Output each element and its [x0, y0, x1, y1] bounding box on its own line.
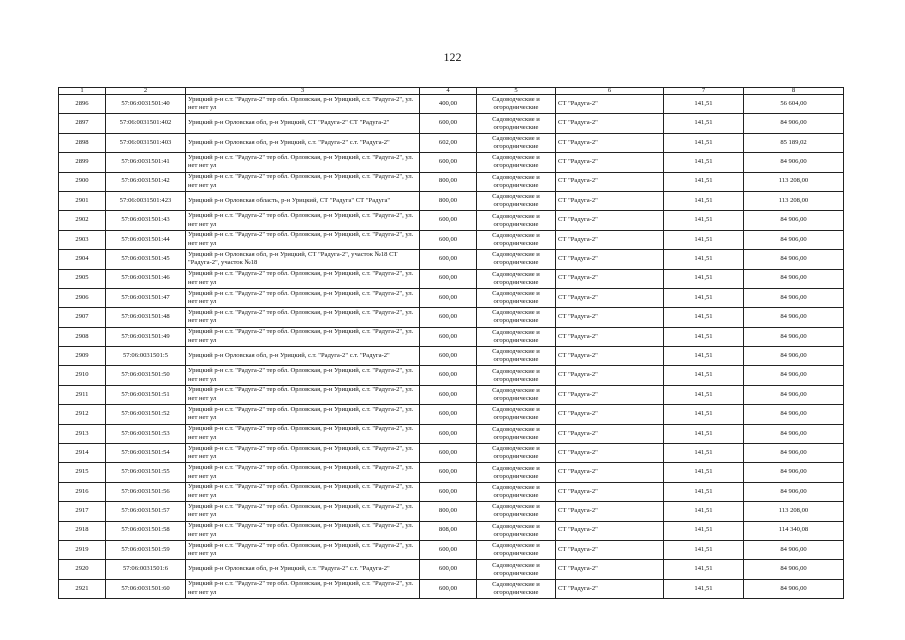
- cadastral-value-cell: 84 906,00: [744, 463, 844, 482]
- land-use-cell: Садоводческие и огороднические: [477, 444, 556, 463]
- area-cell: 600,00: [420, 579, 477, 598]
- settlement-cell: СТ "Радуга-2": [556, 444, 664, 463]
- settlement-cell: СТ "Радуга-2": [556, 579, 664, 598]
- settlement-cell: СТ "Радуга-2": [556, 560, 664, 579]
- cadastral-value-cell: 84 906,00: [744, 327, 844, 346]
- address-cell: Урицкий р-н с.т. "Радуга-2" тер обл. Орловская, р-н Урицкий, с.т. "Радуга-2", ул. нет нет ул: [186, 211, 420, 230]
- table-row: [59, 424, 844, 443]
- cadastral-value-cell: 84 906,00: [744, 482, 844, 501]
- rate-cell: 141,51: [664, 172, 744, 191]
- cadastral-number-cell: 57:06:0031501:51: [106, 385, 186, 404]
- cadastral-number-cell: 57:06:0031501:42: [106, 172, 186, 191]
- address-cell: Урицкий р-н Орловская обл, р-н Урицкий, с.т. "Радуга-2" с.т. "Радуга-2": [186, 560, 420, 579]
- table-row: [59, 308, 844, 327]
- area-cell: 600,00: [420, 347, 477, 366]
- area-cell: 600,00: [420, 424, 477, 443]
- rate-cell: 141,51: [664, 211, 744, 230]
- settlement-cell: СТ "Радуга-2": [556, 191, 664, 210]
- table-row: [59, 502, 844, 521]
- address-cell: Урицкий р-н Орловская обл, р-н Урицкий, СТ "Радуга-2" СТ "Радуга-2": [186, 114, 420, 133]
- cadastral-value-cell: 114 340,08: [744, 521, 844, 540]
- table-row: [59, 191, 844, 210]
- land-use-cell: Садоводческие и огороднические: [477, 95, 556, 114]
- area-cell: 600,00: [420, 444, 477, 463]
- settlement-cell: СТ "Радуга-2": [556, 366, 664, 385]
- land-use-cell: Садоводческие и огороднические: [477, 366, 556, 385]
- settlement-cell: СТ "Радуга-2": [556, 424, 664, 443]
- row-number-cell: 2921: [59, 579, 106, 598]
- address-cell: Урицкий р-н с.т. "Радуга-2" тер обл. Орловская, р-н Урицкий, с.т. "Радуга-2", ул. нет нет ул: [186, 444, 420, 463]
- table-row: [59, 133, 844, 152]
- table-row: [59, 366, 844, 385]
- row-number-cell: 2905: [59, 269, 106, 288]
- cadastral-number-cell: 57:06:0031501:47: [106, 288, 186, 307]
- cadastral-number-cell: 57:06:0031501:55: [106, 463, 186, 482]
- column-header: 7: [664, 88, 744, 95]
- rate-cell: 141,51: [664, 405, 744, 424]
- rate-cell: 141,51: [664, 521, 744, 540]
- cadastral-number-cell: 57:06:0031501:41: [106, 153, 186, 172]
- column-header: 6: [556, 88, 664, 95]
- area-cell: 800,00: [420, 172, 477, 191]
- cadastral-value-cell: 84 906,00: [744, 385, 844, 404]
- row-number-cell: 2909: [59, 347, 106, 366]
- area-cell: 600,00: [420, 211, 477, 230]
- row-number-cell: 2914: [59, 444, 106, 463]
- cadastral-number-cell: 57:06:0031501:60: [106, 579, 186, 598]
- rate-cell: 141,51: [664, 133, 744, 152]
- cadastral-value-cell: 84 906,00: [744, 288, 844, 307]
- row-number-cell: 2899: [59, 153, 106, 172]
- table-row: [59, 211, 844, 230]
- address-cell: Урицкий р-н Орловская область, р-н Урицкий, СТ "Радуга" СТ "Радуга": [186, 191, 420, 210]
- rate-cell: 141,51: [664, 540, 744, 559]
- cadastral-number-cell: 57:06:0031501:6: [106, 560, 186, 579]
- cadastral-value-cell: 84 906,00: [744, 308, 844, 327]
- area-cell: 600,00: [420, 366, 477, 385]
- settlement-cell: СТ "Радуга-2": [556, 153, 664, 172]
- address-cell: Урицкий р-н с.т. "Радуга-2" тер обл. Орловская, р-н Урицкий, с.т. "Радуга-2", ул. нет нет ул: [186, 95, 420, 114]
- rate-cell: 141,51: [664, 463, 744, 482]
- cadastral-number-cell: 57:06:0031501:43: [106, 211, 186, 230]
- cadastral-number-cell: 57:06:0031501:52: [106, 405, 186, 424]
- cadastral-number-cell: 57:06:0031501:403: [106, 133, 186, 152]
- row-number-cell: 2897: [59, 114, 106, 133]
- rate-cell: 141,51: [664, 308, 744, 327]
- row-number-cell: 2918: [59, 521, 106, 540]
- table-row: [59, 385, 844, 404]
- table-row: [59, 560, 844, 579]
- settlement-cell: СТ "Радуга-2": [556, 230, 664, 249]
- row-number-cell: 2896: [59, 95, 106, 114]
- cadastral-number-cell: 57:06:0031501:49: [106, 327, 186, 346]
- cadastral-value-cell: 113 208,00: [744, 502, 844, 521]
- table-row: [59, 95, 844, 114]
- row-number-cell: 2920: [59, 560, 106, 579]
- row-number-cell: 2901: [59, 191, 106, 210]
- settlement-cell: СТ "Радуга-2": [556, 211, 664, 230]
- area-cell: 600,00: [420, 114, 477, 133]
- land-use-cell: Садоводческие и огороднические: [477, 308, 556, 327]
- column-header: 3: [186, 88, 420, 95]
- address-cell: Урицкий р-н с.т. "Радуга-2" тер обл. Орловская, р-н Урицкий, с.т. "Радуга-2", ул. нет нет ул: [186, 308, 420, 327]
- settlement-cell: СТ "Радуга-2": [556, 172, 664, 191]
- table-row: [59, 114, 844, 133]
- address-cell: Урицкий р-н Орловская обл, р-н Урицкий, с.т. "Радуга-2" с.т. "Радуга-2": [186, 133, 420, 152]
- rate-cell: 141,51: [664, 250, 744, 269]
- cadastral-value-cell: 84 906,00: [744, 560, 844, 579]
- address-cell: Урицкий р-н с.т. "Радуга-2" тер обл. Орловская, р-н Урицкий, с.т. "Радуга-2", ул. нет нет ул: [186, 230, 420, 249]
- cadastral-number-cell: 57:06:0031501:48: [106, 308, 186, 327]
- table-row: [59, 230, 844, 249]
- rate-cell: 141,51: [664, 95, 744, 114]
- table-row: [59, 250, 844, 269]
- cadastral-value-cell: 84 906,00: [744, 230, 844, 249]
- land-use-cell: Садоводческие и огороднические: [477, 133, 556, 152]
- table-row: [59, 347, 844, 366]
- rate-cell: 141,51: [664, 560, 744, 579]
- rate-cell: 141,51: [664, 191, 744, 210]
- settlement-cell: СТ "Радуга-2": [556, 540, 664, 559]
- address-cell: Урицкий р-н с.т. "Радуга-2" тер обл. Орловская, р-н Урицкий, с.т. "Радуга-2", ул. нет нет ул: [186, 502, 420, 521]
- settlement-cell: СТ "Радуга-2": [556, 385, 664, 404]
- cadastral-value-cell: 113 208,00: [744, 191, 844, 210]
- cadastral-value-cell: 84 906,00: [744, 540, 844, 559]
- table-row: [59, 444, 844, 463]
- land-use-cell: Садоводческие и огороднические: [477, 385, 556, 404]
- cadastral-value-cell: 84 906,00: [744, 579, 844, 598]
- cadastral-number-cell: 57:06:0031501:54: [106, 444, 186, 463]
- address-cell: Урицкий р-н Орловская обл, р-н Урицкий, СТ "Радуга-2", участок №18 СТ "Радуга-2", участок №18: [186, 250, 420, 269]
- cadastral-number-cell: 57:06:0031501:57: [106, 502, 186, 521]
- cadastral-number-cell: 57:06:0031501:50: [106, 366, 186, 385]
- cadastral-number-cell: 57:06:0031501:56: [106, 482, 186, 501]
- row-number-cell: 2911: [59, 385, 106, 404]
- column-header: 4: [420, 88, 477, 95]
- row-number-cell: 2917: [59, 502, 106, 521]
- row-number-cell: 2904: [59, 250, 106, 269]
- settlement-cell: СТ "Радуга-2": [556, 269, 664, 288]
- rate-cell: 141,51: [664, 385, 744, 404]
- area-cell: 600,00: [420, 560, 477, 579]
- area-cell: 800,00: [420, 191, 477, 210]
- address-cell: Урицкий р-н с.т. "Радуга-2" тер обл. Орловская, р-н Урицкий, с.т. "Радуга-2", ул. нет нет ул: [186, 579, 420, 598]
- row-number-cell: 2900: [59, 172, 106, 191]
- cadastral-value-cell: 84 906,00: [744, 153, 844, 172]
- land-registry-table: [58, 87, 844, 599]
- settlement-cell: СТ "Радуга-2": [556, 288, 664, 307]
- land-use-cell: Садоводческие и огороднические: [477, 521, 556, 540]
- area-cell: 602,00: [420, 133, 477, 152]
- area-cell: 808,00: [420, 521, 477, 540]
- table-row: [59, 540, 844, 559]
- settlement-cell: СТ "Радуга-2": [556, 327, 664, 346]
- settlement-cell: СТ "Радуга-2": [556, 347, 664, 366]
- table-row: [59, 579, 844, 598]
- address-cell: Урицкий р-н с.т. "Радуга-2" тер обл. Орловская, р-н Урицкий, с.т. "Радуга-2", ул. нет нет ул: [186, 405, 420, 424]
- rate-cell: 141,51: [664, 327, 744, 346]
- rate-cell: 141,51: [664, 424, 744, 443]
- cadastral-number-cell: 57:06:0031501:59: [106, 540, 186, 559]
- cadastral-value-cell: 85 189,02: [744, 133, 844, 152]
- cadastral-value-cell: 84 906,00: [744, 211, 844, 230]
- land-use-cell: Садоводческие и огороднические: [477, 230, 556, 249]
- cadastral-value-cell: 56 604,00: [744, 95, 844, 114]
- cadastral-number-cell: 57:06:0031501:402: [106, 114, 186, 133]
- land-use-cell: Садоводческие и огороднические: [477, 211, 556, 230]
- table-row: [59, 153, 844, 172]
- land-use-cell: Садоводческие и огороднические: [477, 114, 556, 133]
- column-header: 2: [106, 88, 186, 95]
- cadastral-value-cell: 84 906,00: [744, 347, 844, 366]
- rate-cell: 141,51: [664, 579, 744, 598]
- cadastral-value-cell: 113 208,00: [744, 172, 844, 191]
- area-cell: 600,00: [420, 385, 477, 404]
- address-cell: Урицкий р-н с.т. "Радуга-2" тер обл. Орловская, р-н Урицкий, с.т. "Радуга-2", ул. нет нет ул: [186, 482, 420, 501]
- area-cell: 600,00: [420, 153, 477, 172]
- column-number-header-row: [59, 88, 844, 95]
- column-header: 8: [744, 88, 844, 95]
- rate-cell: 141,51: [664, 502, 744, 521]
- settlement-cell: СТ "Радуга-2": [556, 482, 664, 501]
- row-number-cell: 2919: [59, 540, 106, 559]
- address-cell: Урицкий р-н с.т. "Радуга-2" тер обл. Орловская, р-н Урицкий, с.т. "Радуга-2", ул. нет нет ул: [186, 269, 420, 288]
- row-number-cell: 2912: [59, 405, 106, 424]
- row-number-cell: 2907: [59, 308, 106, 327]
- area-cell: 600,00: [420, 288, 477, 307]
- table-row: [59, 463, 844, 482]
- rate-cell: 141,51: [664, 269, 744, 288]
- table-row: [59, 172, 844, 191]
- area-cell: 600,00: [420, 482, 477, 501]
- area-cell: 800,00: [420, 502, 477, 521]
- row-number-cell: 2916: [59, 482, 106, 501]
- address-cell: Урицкий р-н с.т. "Радуга-2" тер обл. Орловская, р-н Урицкий, с.т. "Радуга-2", ул. нет нет ул: [186, 327, 420, 346]
- settlement-cell: СТ "Радуга-2": [556, 133, 664, 152]
- rate-cell: 141,51: [664, 366, 744, 385]
- settlement-cell: СТ "Радуга-2": [556, 521, 664, 540]
- cadastral-value-cell: 84 906,00: [744, 424, 844, 443]
- land-use-cell: Садоводческие и огороднические: [477, 191, 556, 210]
- address-cell: Урицкий р-н с.т. "Радуга-2" тер обл. Орловская, р-н Урицкий, с.т. "Радуга-2", ул. нет нет ул: [186, 288, 420, 307]
- area-cell: 600,00: [420, 269, 477, 288]
- land-use-cell: Садоводческие и огороднические: [477, 347, 556, 366]
- land-use-cell: Садоводческие и огороднические: [477, 560, 556, 579]
- land-use-cell: Садоводческие и огороднические: [477, 405, 556, 424]
- cadastral-number-cell: 57:06:0031501:5: [106, 347, 186, 366]
- area-cell: 400,00: [420, 95, 477, 114]
- cadastral-number-cell: 57:06:0031501:58: [106, 521, 186, 540]
- land-use-cell: Садоводческие и огороднические: [477, 502, 556, 521]
- table-row: [59, 288, 844, 307]
- rate-cell: 141,51: [664, 230, 744, 249]
- cadastral-number-cell: 57:06:0031501:423: [106, 191, 186, 210]
- land-use-cell: Садоводческие и огороднические: [477, 463, 556, 482]
- column-header: 5: [477, 88, 556, 95]
- table-row: [59, 327, 844, 346]
- settlement-cell: СТ "Радуга-2": [556, 502, 664, 521]
- address-cell: Урицкий р-н с.т. "Радуга-2" тер обл. Орловская, р-н Урицкий, с.т. "Радуга-2", ул. нет нет ул: [186, 424, 420, 443]
- row-number-cell: 2903: [59, 230, 106, 249]
- row-number-cell: 2913: [59, 424, 106, 443]
- cadastral-value-cell: 84 906,00: [744, 405, 844, 424]
- rate-cell: 141,51: [664, 288, 744, 307]
- column-header: 1: [59, 88, 106, 95]
- land-use-cell: Садоводческие и огороднические: [477, 269, 556, 288]
- area-cell: 600,00: [420, 308, 477, 327]
- settlement-cell: СТ "Радуга-2": [556, 308, 664, 327]
- address-cell: Урицкий р-н с.т. "Радуга-2" тер обл. Орловская, р-н Урицкий, с.т. "Радуга-2", ул. нет нет ул: [186, 463, 420, 482]
- land-use-cell: Садоводческие и огороднические: [477, 172, 556, 191]
- rate-cell: 141,51: [664, 482, 744, 501]
- rate-cell: 141,51: [664, 114, 744, 133]
- land-use-cell: Садоводческие и огороднические: [477, 250, 556, 269]
- row-number-cell: 2915: [59, 463, 106, 482]
- cadastral-number-cell: 57:06:0031501:44: [106, 230, 186, 249]
- area-cell: 600,00: [420, 540, 477, 559]
- address-cell: Урицкий р-н с.т. "Радуга-2" тер обл. Орловская, р-н Урицкий, с.т. "Радуга-2", ул. нет нет ул: [186, 521, 420, 540]
- cadastral-number-cell: 57:06:0031501:46: [106, 269, 186, 288]
- row-number-cell: 2906: [59, 288, 106, 307]
- land-use-cell: Садоводческие и огороднические: [477, 579, 556, 598]
- row-number-cell: 2910: [59, 366, 106, 385]
- cadastral-value-cell: 84 906,00: [744, 269, 844, 288]
- address-cell: Урицкий р-н с.т. "Радуга-2" тер обл. Орловская, р-н Урицкий, с.т. "Радуга-2", ул. нет нет ул: [186, 153, 420, 172]
- area-cell: 600,00: [420, 405, 477, 424]
- cadastral-number-cell: 57:06:0031501:40: [106, 95, 186, 114]
- table-row: [59, 521, 844, 540]
- cadastral-value-cell: 84 906,00: [744, 366, 844, 385]
- table-row: [59, 405, 844, 424]
- address-cell: Урицкий р-н Орловская обл, р-н Урицкий, с.т. "Радуга-2" с.т. "Радуга-2": [186, 347, 420, 366]
- cadastral-value-cell: 84 906,00: [744, 444, 844, 463]
- area-cell: 600,00: [420, 327, 477, 346]
- address-cell: Урицкий р-н с.т. "Радуга-2" тер обл. Орловская, р-н Урицкий, с.т. "Радуга-2", ул. нет нет ул: [186, 540, 420, 559]
- settlement-cell: СТ "Радуга-2": [556, 463, 664, 482]
- cadastral-value-cell: 84 906,00: [744, 250, 844, 269]
- area-cell: 600,00: [420, 230, 477, 249]
- table-body: [59, 95, 844, 599]
- land-use-cell: Садоводческие и огороднические: [477, 153, 556, 172]
- address-cell: Урицкий р-н с.т. "Радуга-2" тер обл. Орловская, р-н Урицкий, с.т. "Радуга-2", ул. нет нет ул: [186, 366, 420, 385]
- land-use-cell: Садоводческие и огороднические: [477, 540, 556, 559]
- table-row: [59, 482, 844, 501]
- address-cell: Урицкий р-н с.т. "Радуга-2" тер обл. Орловская, р-н Урицкий, с.т. "Радуга-2", ул. нет нет ул: [186, 385, 420, 404]
- rate-cell: 141,51: [664, 444, 744, 463]
- row-number-cell: 2902: [59, 211, 106, 230]
- table-row: [59, 269, 844, 288]
- settlement-cell: СТ "Радуга-2": [556, 95, 664, 114]
- settlement-cell: СТ "Радуга-2": [556, 250, 664, 269]
- land-use-cell: Садоводческие и огороднические: [477, 424, 556, 443]
- rate-cell: 141,51: [664, 347, 744, 366]
- row-number-cell: 2908: [59, 327, 106, 346]
- rate-cell: 141,51: [664, 153, 744, 172]
- settlement-cell: СТ "Радуга-2": [556, 114, 664, 133]
- land-use-cell: Садоводческие и огороднические: [477, 482, 556, 501]
- cadastral-number-cell: 57:06:0031501:53: [106, 424, 186, 443]
- row-number-cell: 2898: [59, 133, 106, 152]
- settlement-cell: СТ "Радуга-2": [556, 405, 664, 424]
- cadastral-value-cell: 84 906,00: [744, 114, 844, 133]
- area-cell: 600,00: [420, 250, 477, 269]
- land-use-cell: Садоводческие и огороднические: [477, 288, 556, 307]
- land-use-cell: Садоводческие и огороднические: [477, 327, 556, 346]
- address-cell: Урицкий р-н с.т. "Радуга-2" тер обл. Орловская, р-н Урицкий, с.т. "Радуга-2", ул. нет нет ул: [186, 172, 420, 191]
- cadastral-number-cell: 57:06:0031501:45: [106, 250, 186, 269]
- area-cell: 600,00: [420, 463, 477, 482]
- page-number: 122: [443, 50, 462, 64]
